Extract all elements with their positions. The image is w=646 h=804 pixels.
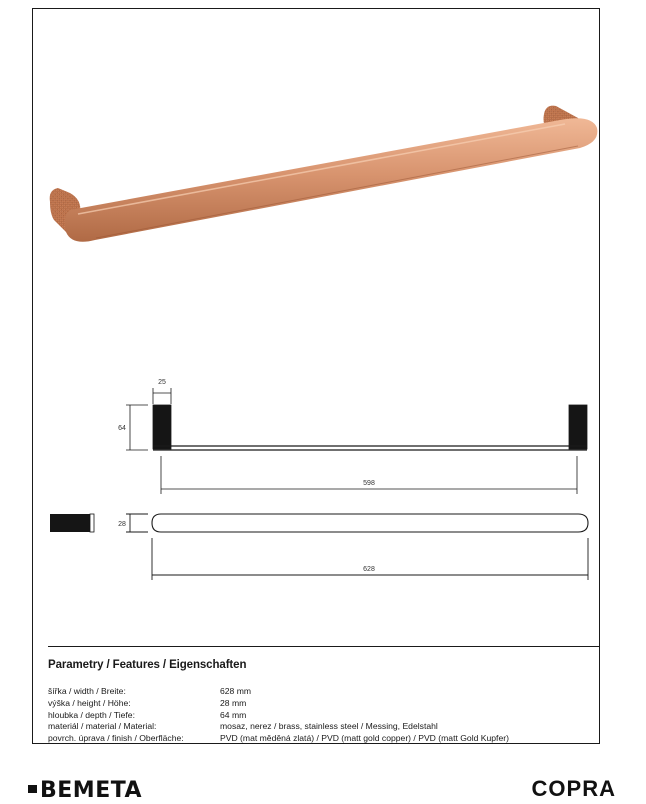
spec-label: šířka / width / Breite: [48,686,126,696]
spec-label: materiál / material / Material: [48,721,157,732]
spec-row [48,733,600,745]
dim-height-label: 64 [118,425,126,432]
top-view [126,514,588,580]
spec-value: 64 mm [220,709,247,720]
spec-label: hloubka / depth / Tiefe: [48,709,135,720]
features-table [48,686,600,745]
spec-row [48,710,600,722]
brand-name: BEMETA [40,777,143,803]
brand-logo [28,777,142,803]
spec-label: výška / height / Höhe: [48,697,131,708]
dim-total-length-label: 628 [363,566,375,573]
dim-depth-label: 28 [118,521,126,528]
spec-row [48,686,600,698]
side-elevation [126,388,587,494]
spec-value: 28 mm [220,697,247,708]
spec-value: 628 mm [220,686,252,696]
spec-label: povrch. úprava / finish / Oberfläche: [48,733,184,744]
end-view [50,514,94,532]
spec-row [48,698,600,710]
section-divider [48,646,600,647]
dim-inner-length-label: 598 [363,480,375,487]
spec-value: mosaz, nerez / brass, stainless steel / Messing, Edelstahl [220,721,438,732]
product-name: COPRA [531,776,616,801]
spec-value: PVD (mat měděná zlatá) / PVD (matt gold copper) / PVD (matt Gold Kupfer) [220,733,509,744]
spec-row [48,721,600,733]
features-heading: Parametry / Features / Eigenschaften [48,659,247,671]
dim-leg-width-label: 25 [158,379,166,386]
brand-mark-icon [28,785,37,793]
